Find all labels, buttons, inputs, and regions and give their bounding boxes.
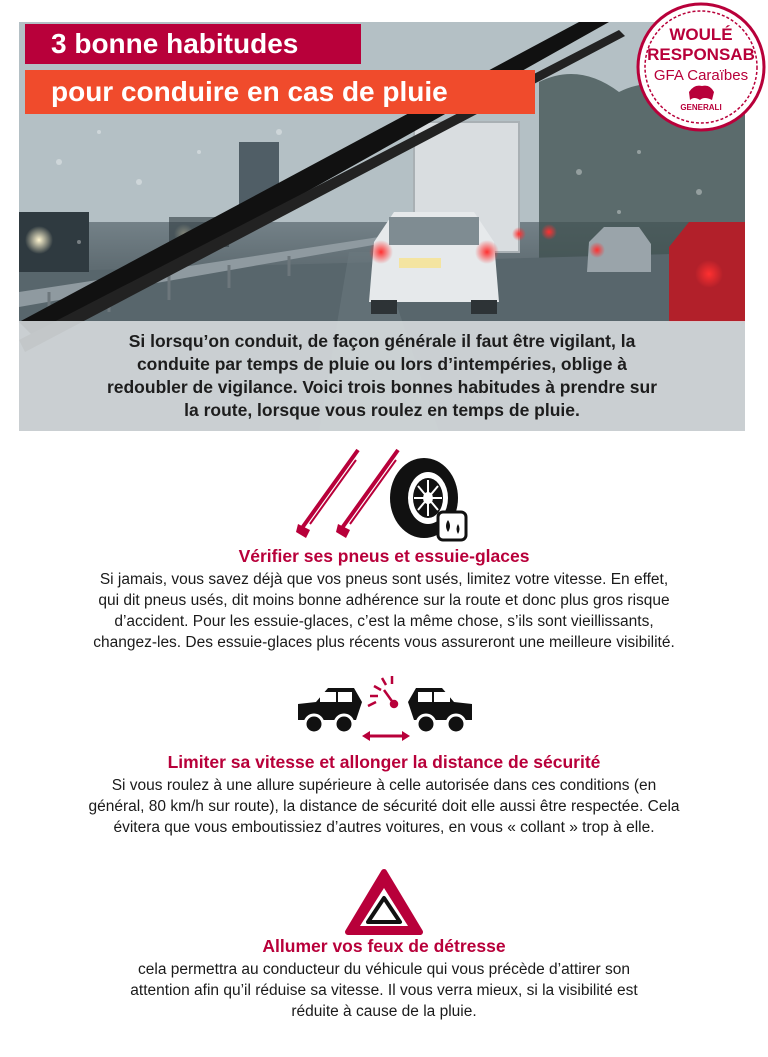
section-3-title: Allumer vos feux de détresse [262, 936, 506, 956]
section-2-title: Limiter sa vitesse et allonger la distance de sécurité [167, 752, 601, 772]
generali-lion-icon [689, 86, 714, 100]
car-icon [298, 688, 362, 733]
stamp-line-3: GFA Caraïbes [653, 67, 749, 84]
car-icon [408, 688, 472, 733]
stamp-line-2: RESPONSAB [647, 45, 755, 64]
warning-triangle-icon [344, 868, 424, 936]
woule-responsab-stamp [634, 0, 768, 134]
title-line-2: pour conduire en cas de pluie [25, 70, 535, 114]
intro-text: Si lorsqu’on conduit, de façon générale il faut être vigilant, la conduite par temps de pluie ou lors d’intempéries, oblige à redoubler de vigilance. Voici trois bonnes habitudes à prendre sur la route, lorsque vous roulez en temps de pluie. [106, 331, 658, 420]
title-line-1: 3 bonne habitudes [25, 24, 361, 64]
section-1-title: Vérifier ses pneus et essuie-glaces [238, 546, 530, 566]
section-3-body: cela permettra au conducteur du véhicule qui vous précède d’attirer son attention afin qu’il réduise sa vitesse. Il vous verra mieux, si la visibilité est réduite à cause de la pluie. [130, 961, 638, 1020]
double-arrow-icon [362, 731, 410, 741]
tire-icon [390, 458, 466, 540]
section-1-body: Si jamais, vous savez déjà que vos pneus sont usés, limitez votre vitesse. En effet, qui dit pneus usés, dit moins bonne adhérence sur la route et donc plus gros risque d’accident. Pour les essuie-glaces, c’est la même chose, s’ils sont vieillissants, changez-les. Des essuie-glaces plus récents vous assureront une meilleure visibilité. [93, 571, 675, 651]
speedometer-icon [368, 676, 397, 707]
stamp-brand: GENERALI [680, 103, 722, 112]
safe-distance-icon [296, 676, 474, 752]
section-2-body: Si vous roulez à une allure supérieure à celle autorisée dans ces conditions (en général, 80 km/h sur route), la distance de sécurité doit elle aussi être respectée. Cela évitera que vous emboutissiez d’autres voitures, en vous « collant » trop à elle. [88, 777, 680, 836]
windshield-wiper-icon [296, 450, 398, 538]
wipers-and-tire-icon [296, 446, 471, 546]
stamp-line-1: WOULÉ [669, 25, 733, 44]
